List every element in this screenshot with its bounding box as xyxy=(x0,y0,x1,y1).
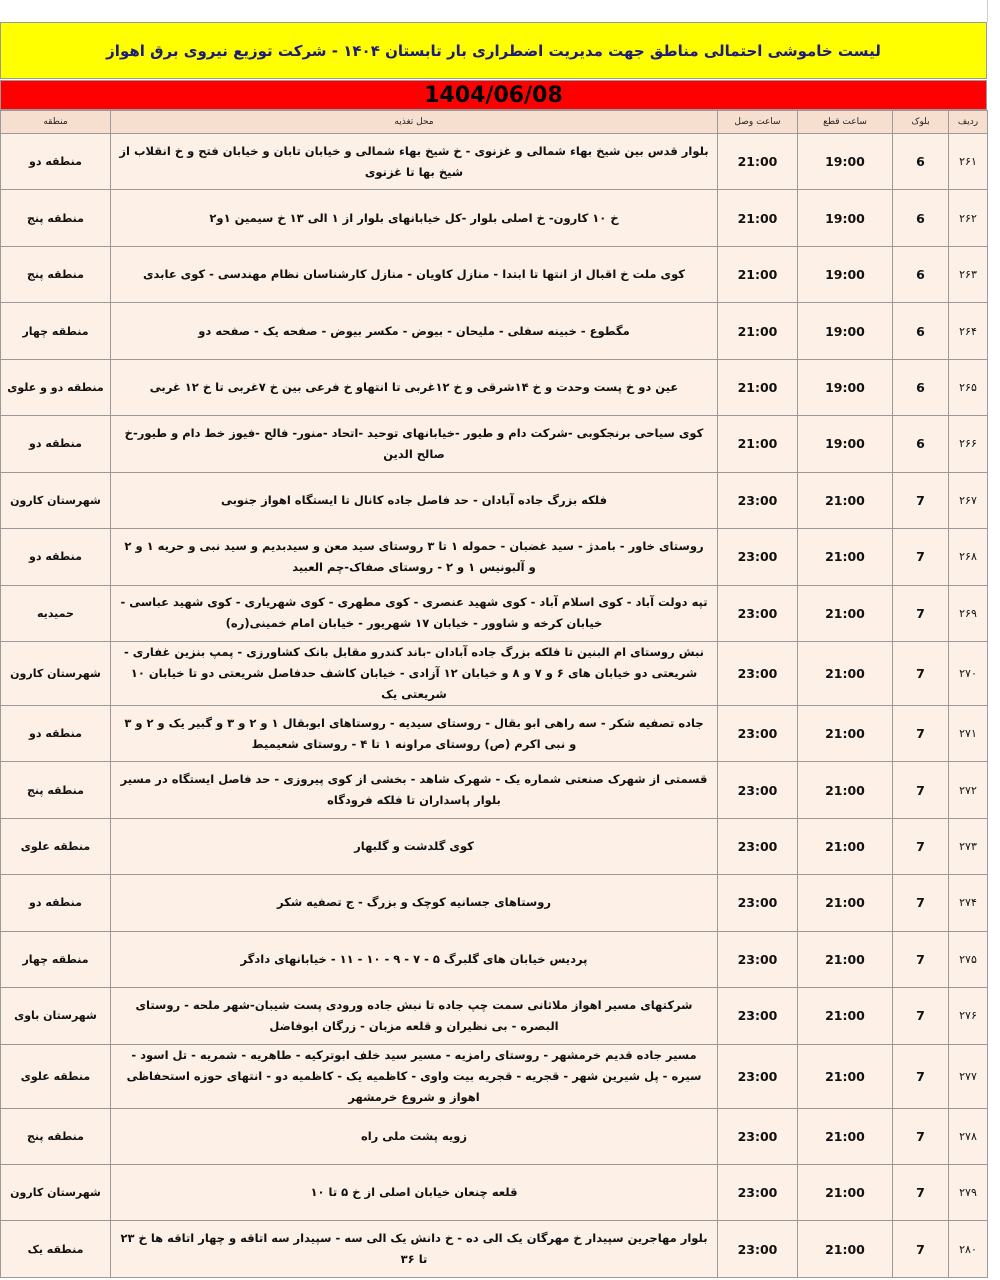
header-row-number: ردیف xyxy=(949,111,988,134)
cut-time-cell: 21:00 xyxy=(798,641,893,705)
location-cell: زویه پشت ملی راه xyxy=(111,1108,718,1164)
location-cell: قلعه چنعان خیابان اصلی از خ ۵ تا ۱۰ xyxy=(111,1165,718,1221)
row-number-cell: ۲۷۱ xyxy=(949,705,988,761)
region-cell: منطقه دو xyxy=(1,705,111,761)
connect-time-cell: 21:00 xyxy=(718,134,798,190)
region-cell: منطقه دو xyxy=(1,529,111,585)
sheet-edge xyxy=(987,0,988,22)
table-row xyxy=(1,246,988,302)
connect-time-cell: 23:00 xyxy=(718,529,798,585)
cut-time-cell: 21:00 xyxy=(798,705,893,761)
row-number-cell: ۲۷۹ xyxy=(949,1165,988,1221)
location-cell: خ ۱۰ کارون- خ اصلی بلوار -کل خیابانهای بلوار از ۱ الی ۱۳ خ سیمین ۱و۲ xyxy=(111,190,718,246)
table-header-row xyxy=(1,111,988,134)
block-cell: 6 xyxy=(893,190,949,246)
connect-time-cell: 21:00 xyxy=(718,190,798,246)
connect-time-cell: 23:00 xyxy=(718,762,798,818)
row-number-cell: ۲۷۳ xyxy=(949,818,988,874)
table-row xyxy=(1,190,988,246)
cut-time-cell: 19:00 xyxy=(798,246,893,302)
region-cell: منطقه پنج xyxy=(1,762,111,818)
block-cell: 7 xyxy=(893,529,949,585)
location-cell: کوی گلدشت و گلبهار xyxy=(111,818,718,874)
block-cell: 6 xyxy=(893,303,949,359)
block-cell: 6 xyxy=(893,359,949,415)
connect-time-cell: 21:00 xyxy=(718,416,798,472)
connect-time-cell: 23:00 xyxy=(718,1044,798,1108)
location-cell: جاده تصفیه شکر - سه راهی ابو بقال - روستای سیدیه - روستاهای ابوبقال ۱ و ۲ و ۳ و گبیر یک و ۲ و ۳ و نبی اکرم (ص) روستای مراونه ۱ تا ۴ - روستای شعیمیط xyxy=(111,705,718,761)
row-number-cell: ۲۷۴ xyxy=(949,875,988,931)
cut-time-cell: 21:00 xyxy=(798,1044,893,1108)
table-row xyxy=(1,1165,988,1221)
table-row xyxy=(1,875,988,931)
row-number-cell: ۲۷۷ xyxy=(949,1044,988,1108)
region-cell: منطقه یک xyxy=(1,1221,111,1277)
connect-time-cell: 23:00 xyxy=(718,931,798,987)
table-row xyxy=(1,1044,988,1108)
block-cell: 7 xyxy=(893,875,949,931)
region-cell: حمیدیه xyxy=(1,585,111,641)
block-cell: 7 xyxy=(893,1044,949,1108)
header-block: بلوک xyxy=(893,111,949,134)
sheet-date: 1404/06/08 xyxy=(0,80,987,110)
block-cell: 6 xyxy=(893,246,949,302)
block-cell: 7 xyxy=(893,641,949,705)
row-number-cell: ۲۶۹ xyxy=(949,585,988,641)
row-number-cell: ۲۶۵ xyxy=(949,359,988,415)
row-number-cell: ۲۷۸ xyxy=(949,1108,988,1164)
region-cell: منطقه دو و علوی xyxy=(1,359,111,415)
table-row xyxy=(1,529,988,585)
outage-table xyxy=(0,110,988,1278)
region-cell: منطقه علوی xyxy=(1,1044,111,1108)
block-cell: 7 xyxy=(893,1221,949,1277)
location-cell: پردیس خیابان های گلبرگ ۵ - ۷ - ۹ - ۱۰ - ۱۱ - خیابانهای دادگر xyxy=(111,931,718,987)
block-cell: 7 xyxy=(893,705,949,761)
region-cell: منطقه دو xyxy=(1,416,111,472)
cut-time-cell: 19:00 xyxy=(798,134,893,190)
cut-time-cell: 21:00 xyxy=(798,818,893,874)
table-row xyxy=(1,762,988,818)
location-cell: مگطوع - خبینه سفلی - ملیحان - بیوض - مکسر بیوض - صفحه یک - صفحه دو xyxy=(111,303,718,359)
table-row xyxy=(1,303,988,359)
region-cell: منطقه دو xyxy=(1,134,111,190)
location-cell: شرکتهای مسیر اهواز ملاثانی سمت چپ جاده تا نبش جاده ورودی پست شیبان-شهر ملحه - روستای البصره - بی نظیران و قلعه مزبان - زرگان ابوفاضل xyxy=(111,988,718,1044)
region-cell: منطقه پنج xyxy=(1,1108,111,1164)
connect-time-cell: 23:00 xyxy=(718,875,798,931)
connect-time-cell: 21:00 xyxy=(718,246,798,302)
table-row xyxy=(1,988,988,1044)
cut-time-cell: 21:00 xyxy=(798,472,893,528)
location-cell: مسیر جاده قدیم خرمشهر - روستای رامزیه - مسیر سید خلف ابوترکیه - طاهریه - شمریه - تل اسود - سیره - پل شیرین شهر - قجریه - قجریه بیت واوی - کاظمیه یک - کاظمیه دو - انتهای حوزه استحفاظی اهواز و شروع خرمشهر xyxy=(111,1044,718,1108)
connect-time-cell: 23:00 xyxy=(718,1221,798,1277)
region-cell: منطقه چهار xyxy=(1,303,111,359)
connect-time-cell: 21:00 xyxy=(718,359,798,415)
cut-time-cell: 19:00 xyxy=(798,303,893,359)
table-row xyxy=(1,705,988,761)
region-cell: شهرستان کارون xyxy=(1,472,111,528)
block-cell: 7 xyxy=(893,472,949,528)
row-number-cell: ۲۶۲ xyxy=(949,190,988,246)
region-cell: منطقه پنج xyxy=(1,190,111,246)
table-row xyxy=(1,359,988,415)
row-number-cell: ۲۷۵ xyxy=(949,931,988,987)
table-row xyxy=(1,1221,988,1277)
region-cell: منطقه پنج xyxy=(1,246,111,302)
sheet-title: لیست خاموشی احتمالی مناطق جهت مدیریت اضطراری بار تابستان ۱۴۰۴ - شرکت توزیع نیروی برق اهواز xyxy=(0,22,987,79)
region-cell: منطقه چهار xyxy=(1,931,111,987)
location-cell: قسمتی از شهرک صنعتی شماره یک - شهرک شاهد - بخشی از کوی پیروزی - حد فاصل ایستگاه در مسیر بلوار پاسداران تا فلکه فرودگاه xyxy=(111,762,718,818)
header-connect-time: ساعت وصل xyxy=(718,111,798,134)
row-number-cell: ۲۸۰ xyxy=(949,1221,988,1277)
region-cell: شهرستان باوی xyxy=(1,988,111,1044)
block-cell: 7 xyxy=(893,1108,949,1164)
location-cell: فلکه بزرگ جاده آبادان - حد فاصل جاده کانال تا ایستگاه اهواز جنوبی xyxy=(111,472,718,528)
row-number-cell: ۲۶۶ xyxy=(949,416,988,472)
location-cell: کوی ملت خ اقبال از انتها تا ابتدا - منازل کاویان - منازل کارشناسان نظام مهندسی - کوی عابدی xyxy=(111,246,718,302)
connect-time-cell: 23:00 xyxy=(718,818,798,874)
location-cell: بلوار قدس بین شیخ بهاء شمالی و غزنوی - خ شیخ بهاء شمالی و خیابان تابان و خیابان فتح و خ انقلاب از شیخ بها تا غزنوی xyxy=(111,134,718,190)
block-cell: 7 xyxy=(893,931,949,987)
location-cell: کوی سیاحی برنجکوبی -شرکت دام و طیور -خیابانهای توحید -اتحاد -منور- فالح -فیوز خط دام و طیور-خ صالح الدین xyxy=(111,416,718,472)
block-cell: 7 xyxy=(893,818,949,874)
table-row xyxy=(1,818,988,874)
table-row xyxy=(1,641,988,705)
connect-time-cell: 23:00 xyxy=(718,1108,798,1164)
table-body xyxy=(1,134,988,1278)
cut-time-cell: 21:00 xyxy=(798,931,893,987)
region-cell: منطقه دو xyxy=(1,875,111,931)
row-number-cell: ۲۶۱ xyxy=(949,134,988,190)
connect-time-cell: 23:00 xyxy=(718,988,798,1044)
row-number-cell: ۲۶۷ xyxy=(949,472,988,528)
location-cell: روستای خاور - بامدژ - سید غضبان - حموله ۱ تا ۳ روستای سید معن و سیدبدیم و سید نبی و حریه ۱ و ۲ و آلبونیس ۱ و ۲ - روستای صفاک-چم العبید xyxy=(111,529,718,585)
location-cell: نبش روستای ام البنین تا فلکه بزرگ جاده آبادان -باند کندرو مقابل بانک کشاورزی - پمپ بنزین غفاری - شریعتی دو خیابان های ۶ و ۷ و ۸ و خیابان ۱۲ آزادی - خیابان کاشف حدفاصل شریعتی دو تا خیابان ۱۰ شریعتی یک xyxy=(111,641,718,705)
region-cell: شهرستان کارون xyxy=(1,1165,111,1221)
location-cell: تپه دولت آباد - کوی اسلام آباد - کوی شهید عنصری - کوی مطهری - کوی شهریاری - کوی شهید عباسی - خیابان کرخه و شاوور - خیابان ۱۷ شهریور - خیابان امام خمینی(ره) xyxy=(111,585,718,641)
cut-time-cell: 19:00 xyxy=(798,416,893,472)
header-location: محل تغذیه xyxy=(111,111,718,134)
location-cell: بلوار مهاجرین سپیدار خ مهرگان یک الی ده - خ دانش یک الی سه - سپیدار سه اتاقه و چهار اتاقه ها خ ۲۳ تا ۳۶ xyxy=(111,1221,718,1277)
table-row xyxy=(1,931,988,987)
connect-time-cell: 23:00 xyxy=(718,585,798,641)
table-row xyxy=(1,416,988,472)
location-cell: روستاهای جسانیه کوچک و بزرگ - ج تصفیه شکر xyxy=(111,875,718,931)
cut-time-cell: 21:00 xyxy=(798,585,893,641)
block-cell: 6 xyxy=(893,416,949,472)
cut-time-cell: 21:00 xyxy=(798,1165,893,1221)
cut-time-cell: 19:00 xyxy=(798,359,893,415)
header-region: منطقه xyxy=(1,111,111,134)
cut-time-cell: 19:00 xyxy=(798,190,893,246)
cut-time-cell: 21:00 xyxy=(798,875,893,931)
row-number-cell: ۲۶۳ xyxy=(949,246,988,302)
block-cell: 7 xyxy=(893,1165,949,1221)
connect-time-cell: 23:00 xyxy=(718,1165,798,1221)
block-cell: 7 xyxy=(893,762,949,818)
row-number-cell: ۲۷۰ xyxy=(949,641,988,705)
cut-time-cell: 21:00 xyxy=(798,988,893,1044)
table-row xyxy=(1,472,988,528)
block-cell: 7 xyxy=(893,585,949,641)
cut-time-cell: 21:00 xyxy=(798,1221,893,1277)
cut-time-cell: 21:00 xyxy=(798,1108,893,1164)
connect-time-cell: 23:00 xyxy=(718,705,798,761)
row-number-cell: ۲۷۲ xyxy=(949,762,988,818)
row-number-cell: ۲۶۴ xyxy=(949,303,988,359)
table-row xyxy=(1,134,988,190)
region-cell: منطقه علوی xyxy=(1,818,111,874)
block-cell: 6 xyxy=(893,134,949,190)
table-row xyxy=(1,1108,988,1164)
row-number-cell: ۲۶۸ xyxy=(949,529,988,585)
cut-time-cell: 21:00 xyxy=(798,529,893,585)
row-number-cell: ۲۷۶ xyxy=(949,988,988,1044)
connect-time-cell: 23:00 xyxy=(718,641,798,705)
connect-time-cell: 23:00 xyxy=(718,472,798,528)
block-cell: 7 xyxy=(893,988,949,1044)
table-row xyxy=(1,585,988,641)
location-cell: عین دو خ پست وحدت و خ ۱۴شرقی و خ ۱۲غربی تا انتهاو خ فرعی بین خ ۷غربی تا خ ۱۲ غربی xyxy=(111,359,718,415)
region-cell: شهرستان کارون xyxy=(1,641,111,705)
header-cut-time: ساعت قطع xyxy=(798,111,893,134)
connect-time-cell: 21:00 xyxy=(718,303,798,359)
cut-time-cell: 21:00 xyxy=(798,762,893,818)
